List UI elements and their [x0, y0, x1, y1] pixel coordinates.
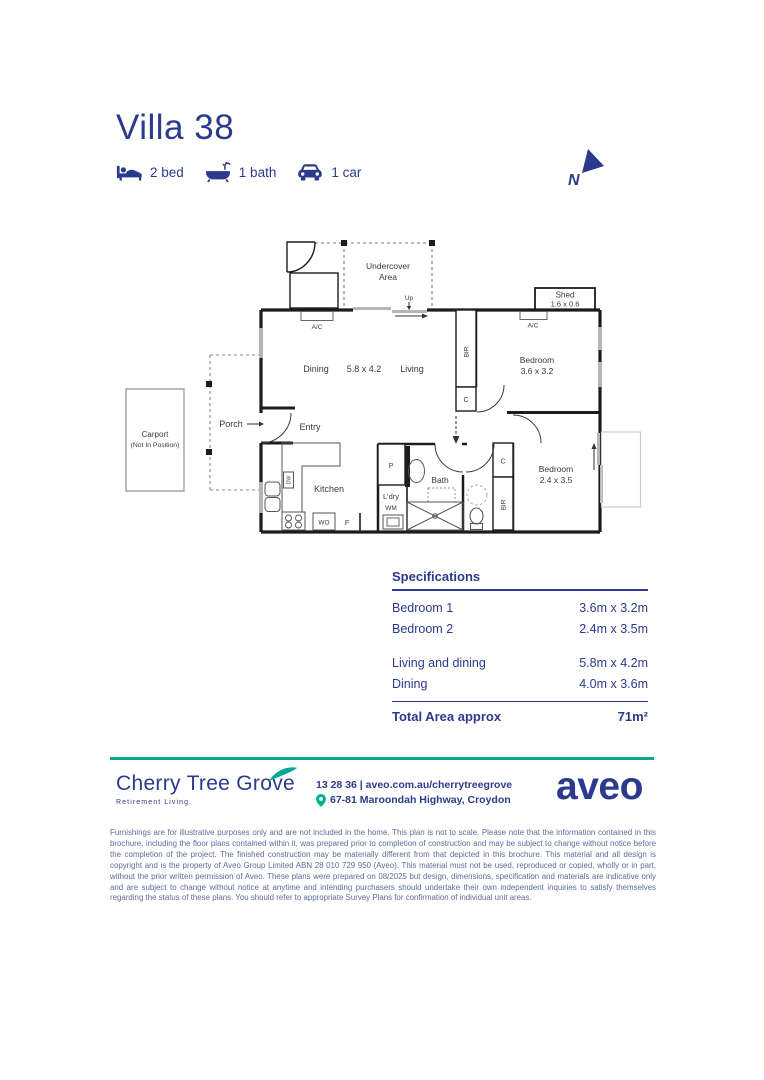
- location-pin-icon: [316, 794, 326, 807]
- feature-bed-label: 2 bed: [150, 164, 184, 180]
- hall-arrow-head: [453, 436, 460, 444]
- cupboard-label: C: [500, 458, 506, 466]
- bedroom2-dim: 2.4 x 3.5: [539, 475, 573, 485]
- spec-value: 3.6m x 3.2m: [579, 601, 648, 615]
- undercover-post: [429, 240, 435, 246]
- ac-label: A/C: [527, 322, 539, 330]
- exterior-walls: [261, 310, 600, 532]
- fridge-label: F: [344, 520, 350, 527]
- bed2-slider-arrow-head: [592, 443, 597, 449]
- disclaimer-text: Furnishings are for illustrative purposes only and are not included in the home. This plan is not to scale. Please note that the information contained in this brochure, including the floor plans contained within it, was prepared prior to completion of construction and may be subject to change without notice before the completion of the project. The finished construction may be materially different from that depicted in this brochure. This material and all design is copyright and is the property of Aveo Group Limited ABN 28 010 729 950 (Aveo). This material must not be used, reproduced or copied, wholly or in part, without the prior written permission of Aveo. These plans were prepared on 08/2025 but design, dimensions, specification and materials are indicative only and are subject to change without notice at anytime and intending purchasers should undertake their own independent inquiries to satisfy themselves regarding the status of these plans. You should refer to appropriate Survey Plans for confirmation of individual unit areas.: [110, 828, 656, 903]
- spec-value: 4.0m x 3.6m: [579, 677, 648, 691]
- sink: [265, 482, 280, 496]
- bir-label: BIR: [463, 346, 471, 358]
- undercover-outline: [315, 243, 432, 308]
- dishwasher-label: DW: [286, 475, 293, 485]
- carport-label: Carport: [141, 430, 169, 439]
- spec-row: [392, 670, 648, 691]
- wall-oven-label: WO: [318, 519, 330, 527]
- spec-total-label: Total Area approx: [392, 709, 502, 724]
- bath-label: Bath: [431, 475, 449, 485]
- spec-row: [392, 649, 648, 670]
- carport-outline: [126, 389, 184, 491]
- bath-dashed: [428, 488, 455, 502]
- bed-icon: [116, 162, 143, 182]
- specifications-table: [392, 569, 648, 724]
- car-icon: [296, 162, 324, 182]
- shed-dim: 1.6 x 0.6: [550, 299, 580, 309]
- porch-post: [206, 381, 212, 387]
- aveo-logo: aveo: [556, 765, 643, 808]
- wm-label: WM: [385, 505, 397, 512]
- entry-label: Entry: [299, 422, 321, 432]
- spec-total-row: [392, 701, 648, 724]
- bedroom1-dim: 3.6 x 3.2: [520, 366, 554, 376]
- feature-car-label: 1 car: [331, 164, 362, 180]
- bath-icon: [204, 161, 232, 183]
- spec-row: [392, 615, 648, 636]
- slider-arrow-head: [422, 314, 428, 319]
- cooktop: [282, 512, 305, 530]
- dashed-circle: [467, 485, 487, 505]
- brand-name: Cherry Tree Grove: [116, 772, 295, 795]
- up-tick-head: [407, 306, 411, 310]
- kitchen-label: Kitchen: [313, 484, 345, 494]
- footer-divider: [110, 757, 654, 760]
- spec-label: Living and dining: [392, 656, 486, 670]
- feature-bath-label: 1 bath: [238, 164, 277, 180]
- brand-logo: [116, 772, 316, 806]
- contact-block: [316, 778, 512, 808]
- up-label: Up: [404, 295, 414, 302]
- ac-unit: [301, 312, 333, 321]
- north-arrow-icon: [558, 142, 614, 192]
- bedroom2-label: Bedroom: [538, 464, 574, 474]
- spec-value: 2.4m x 3.5m: [579, 622, 648, 636]
- bir-label: BIR: [500, 499, 508, 511]
- contact-line2: 67-81 Maroondah Highway, Croydon: [330, 794, 511, 806]
- porch-post: [206, 449, 212, 455]
- spec-row: [392, 594, 648, 615]
- undercover-sublabel: Area: [379, 272, 397, 282]
- undercover-label: Undercover: [366, 261, 410, 271]
- page-title: Villa 38: [116, 108, 235, 147]
- porch-arrow-head: [259, 422, 264, 427]
- specifications-title: Specifications: [392, 569, 648, 591]
- shower: [407, 502, 463, 530]
- cooktop-burners: [286, 515, 302, 528]
- spec-label: Bedroom 1: [392, 601, 454, 615]
- carport-sublabel: (Not In Position): [130, 442, 180, 449]
- cupboard-label: C: [463, 397, 469, 404]
- interior-walls: [261, 310, 600, 532]
- leaf-icon: [268, 766, 298, 783]
- brand-tagline: Retirement Living: [116, 799, 190, 806]
- patio-outline: [602, 432, 641, 507]
- shed-label: Shed: [555, 290, 575, 300]
- ac-unit: [520, 312, 547, 320]
- feature-bed: [116, 162, 184, 182]
- floor-plan: [100, 222, 660, 552]
- feature-bath: [204, 161, 277, 183]
- washing-machine: [383, 515, 403, 529]
- laundry-label: L'dry: [382, 492, 400, 501]
- spec-label: Bedroom 2: [392, 622, 454, 636]
- spec-value: 5.8m x 4.2m: [579, 656, 648, 670]
- spec-total-value: 71m²: [617, 709, 648, 724]
- feature-car: [296, 162, 361, 182]
- ac-label: A/C: [311, 324, 323, 331]
- dining-label: Dining: [303, 364, 329, 374]
- basin: [409, 460, 425, 483]
- bedroom1-label: Bedroom: [519, 355, 555, 365]
- feature-row: [116, 161, 373, 183]
- porch-label: Porch: [219, 419, 243, 429]
- living-label: Living: [400, 364, 424, 374]
- pantry-label: P: [388, 463, 394, 470]
- sink: [265, 498, 280, 512]
- undercover-post: [341, 240, 347, 246]
- living-dining-dim: 5.8 x 4.2: [346, 364, 382, 374]
- toilet: [470, 508, 483, 530]
- contact-line1: 13 28 36 | aveo.com.au/cherrytreegrove: [316, 779, 513, 791]
- spec-label: Dining: [392, 677, 428, 691]
- north-label: N: [568, 172, 580, 189]
- gate-structure: [287, 242, 338, 308]
- washing-machine-door: [387, 518, 399, 526]
